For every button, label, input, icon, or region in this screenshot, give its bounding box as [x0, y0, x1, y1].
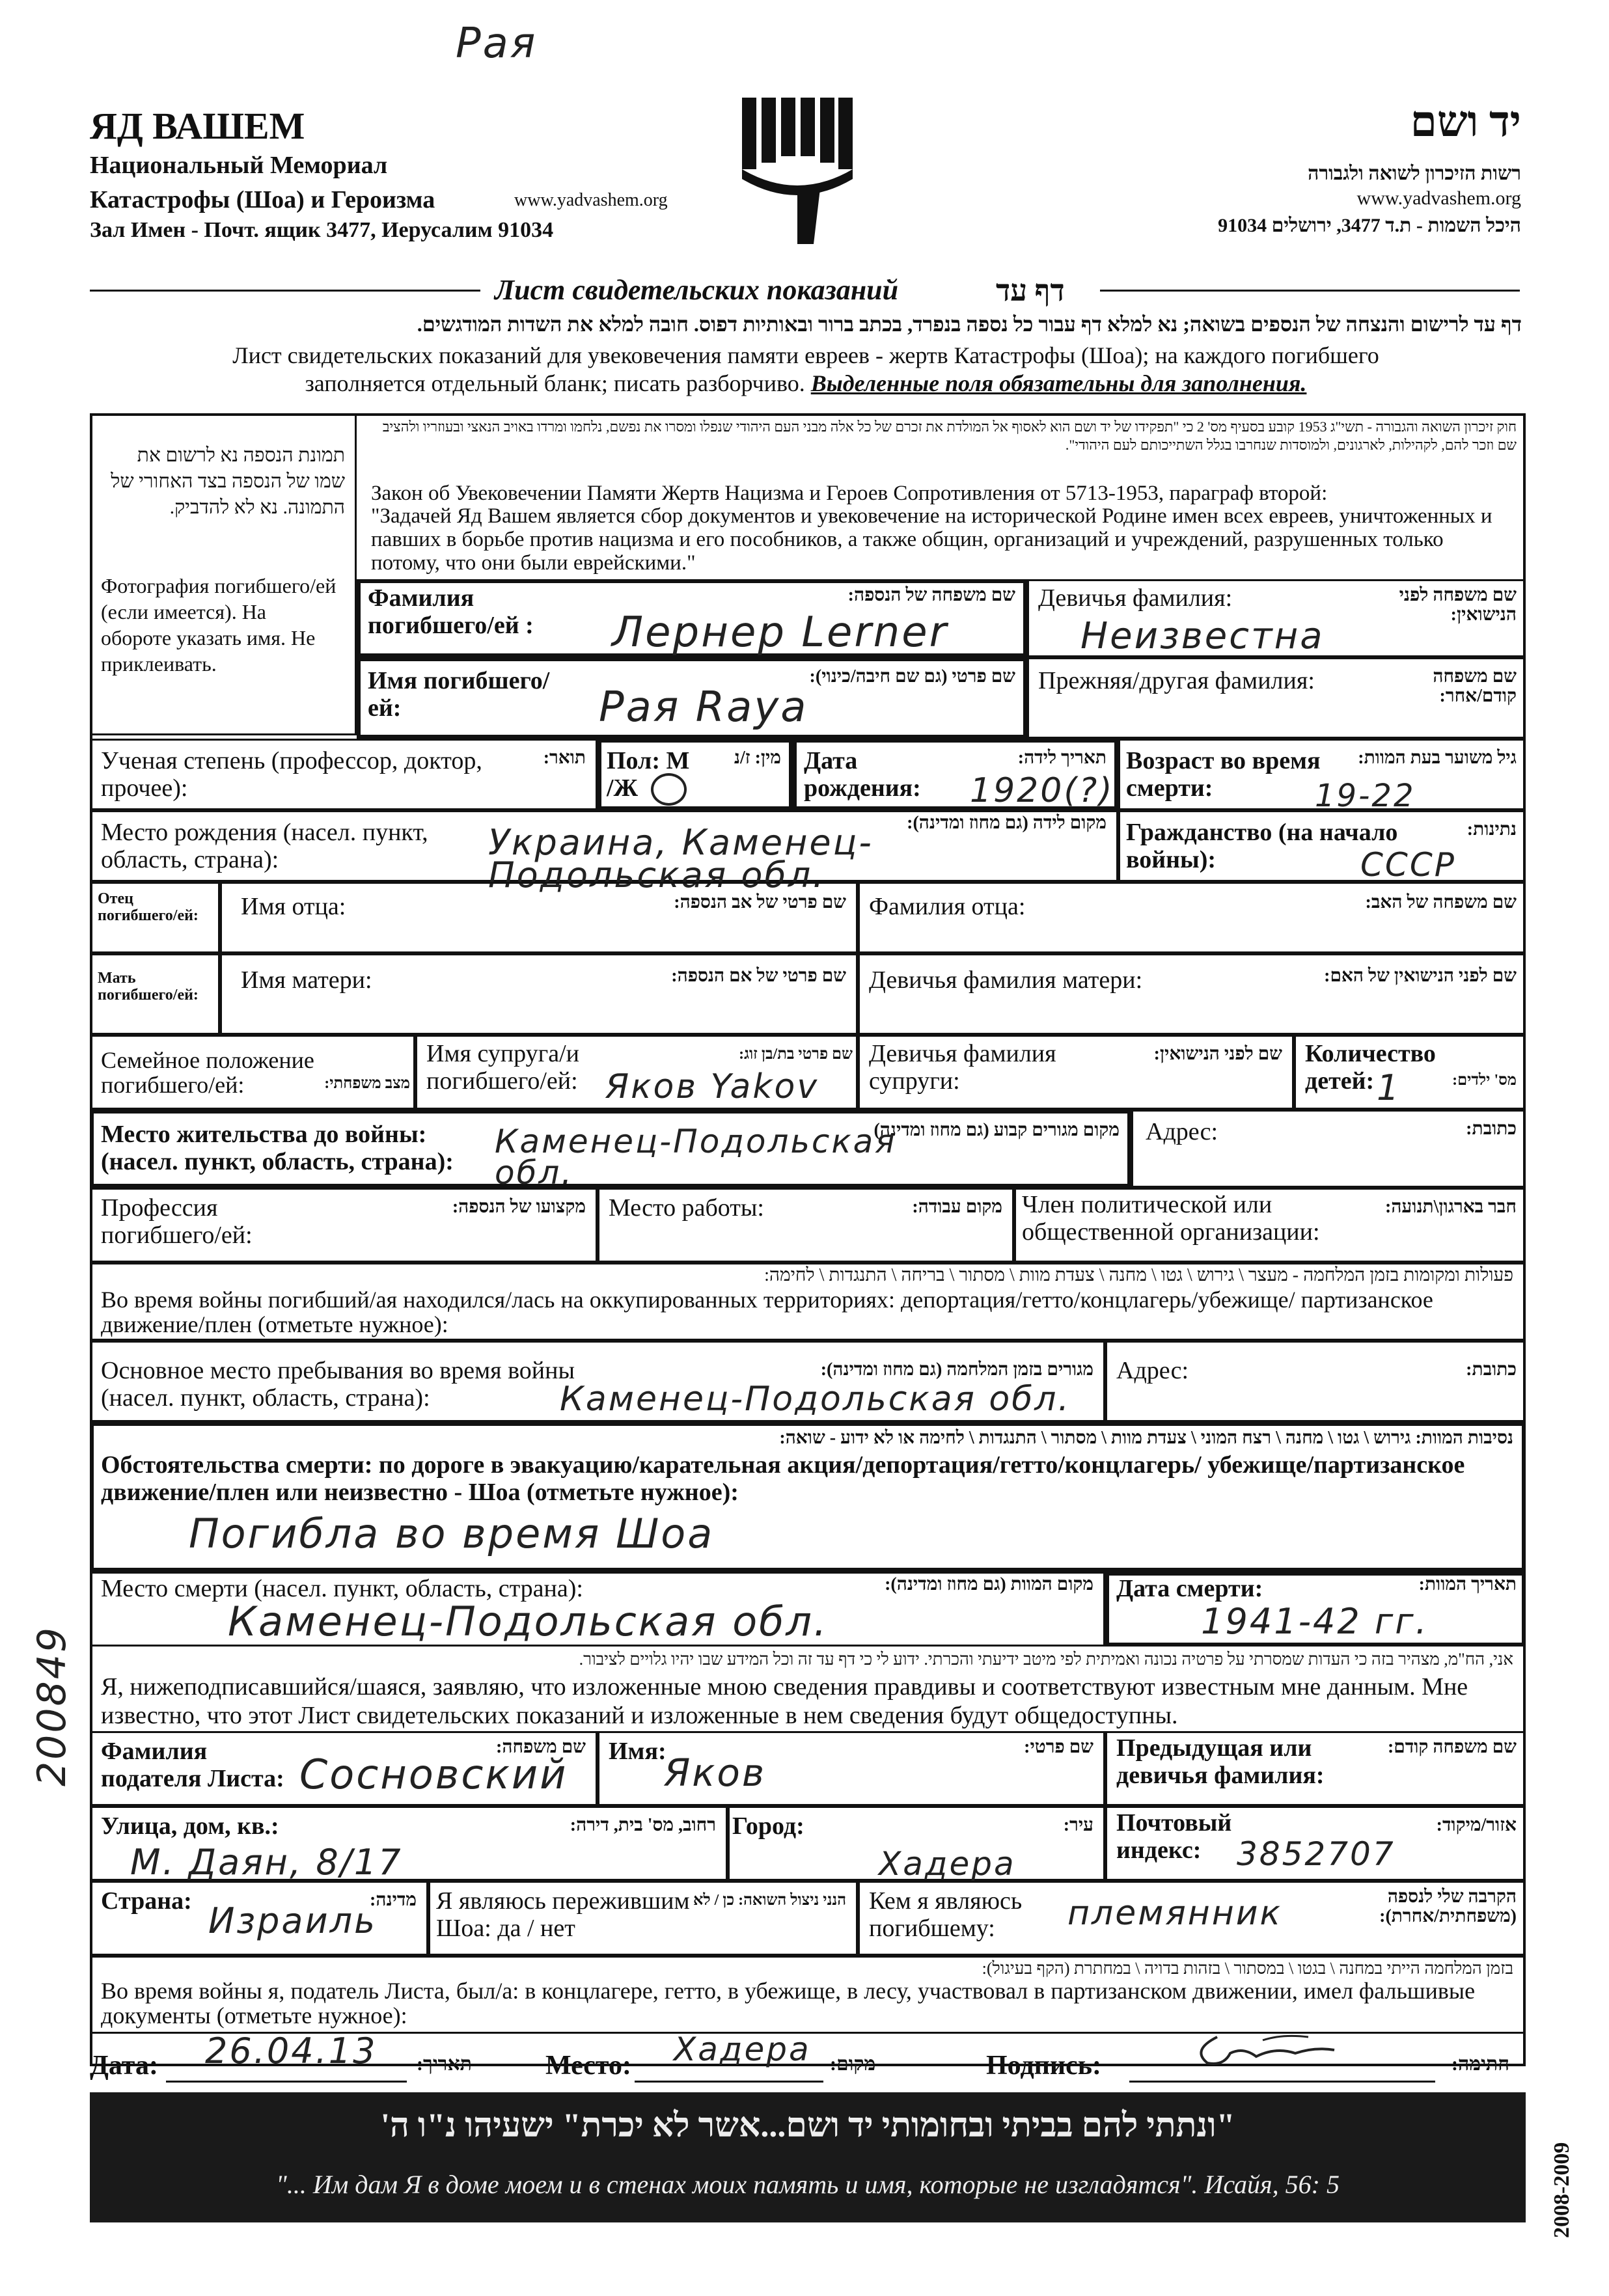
submitter-country-label: Страна:	[101, 1887, 192, 1915]
form-title-ru: Лист свидетельских показаний	[495, 274, 899, 306]
form-title-he: דף עד	[996, 274, 1065, 307]
org-member-label-he: חבר בארגון\תנועה:	[1385, 1197, 1517, 1217]
footer-signature-label-he: חתימה:	[1451, 2053, 1509, 2075]
maiden-label-he: שם משפחה לפני הנישואין:	[1399, 585, 1517, 625]
he-org-line2: רשות הזיכרון לשואה ולגבורה	[1308, 163, 1521, 184]
intro-ru-1: Лист свидетельских показаний для увековечения памяти евреев - жертв Катастрофы (Шоа); на каждого погибшего	[232, 342, 1379, 368]
yad-vashem-logo	[736, 91, 859, 247]
death-circ-value: Погибла во время Шоа	[189, 1510, 715, 1557]
death-circ-ru: Обстоятельства смерти: по дороге в эвакуацию/карательная акция/депортация/гетто/концлагерь/ убежище/партизанское движение/плен или неизвестно - Шоа (отметьте нужное):	[101, 1451, 1465, 1506]
submitter-surname-label: Фамилия подателя Листа:	[101, 1738, 284, 1792]
submitter-postal-label-he: אזור/מיקוד:	[1436, 1815, 1517, 1835]
death-date-label: Дата смерти:	[1116, 1575, 1263, 1602]
submitter-war-he: בזמן המלחמה הייתי במחנה \ בגטו \ במסתור \ בזהות בדויה \ במחתרת (הקף בעיגול):	[982, 1959, 1513, 1978]
citizenship-label-he: נתינות:	[1466, 819, 1517, 840]
footer-date-value: 26.04.13	[205, 2030, 378, 2071]
ru-org-address: Зал Имен - Почт. ящик 3477, Иерусалим 91034	[90, 218, 554, 242]
death-date-value: 1941-42 гг.	[1201, 1601, 1429, 1642]
citizenship-value: СССР	[1360, 846, 1456, 884]
war-place-label: Основное место пребывания во время войны (насел. пункт, область, страна):	[101, 1357, 575, 1412]
spouse-maiden-label-he: שם לפני הנישואין:	[1153, 1044, 1282, 1064]
name-value: Рая Raya	[599, 683, 808, 731]
bottom-banner	[90, 2092, 1526, 2222]
submitter-surname-label-he: שם משפחה:	[496, 1737, 586, 1757]
father-tag-label: Отец погибшего/ей:	[98, 890, 199, 924]
mother-name-label: Имя матери:	[241, 966, 372, 994]
intro-he: דף עד לרישום והנצחה של הנספים בשואה; נא למלא דף עבור כל נספה בנפרד, בכתב ברור ובאותיות דפוס. חובה למלא את השדות המודגשים.	[417, 312, 1522, 336]
residence-label: Место жительства до войны: (насел. пункт, область, страна):	[101, 1121, 454, 1175]
photo-box-he: תמונת הנספה נא לרשום את שמו של הנספה בצד האחורי של התמונה. נא לא להדביק.	[111, 444, 345, 518]
law-ru-title: Закон об Увековечении Памяти Жертв Нацизма и Героев Сопротивления от 5713-1953, параграф второй:	[371, 482, 1328, 505]
declaration-he: אני, הח"מ, מצהיר בזה כי העדות שמסרתי על פרטיה נכונה ואמיתית לפי מיטב ידיעתי והכרתי. ידוע לי כי דף עד זה וכל המידע שבו יהיו גלויים לציבור.	[579, 1650, 1513, 1669]
submitter-surname-value: Сосновский	[299, 1751, 568, 1798]
mother-maiden-label: Девичья фамилия матери:	[869, 966, 1143, 994]
death-date-label-he: תאריך המוות:	[1418, 1574, 1517, 1594]
footer-place-label: Место:	[545, 2051, 631, 2081]
sex-label-he: מין: ז/נ	[734, 748, 781, 768]
father-surname-label: Фамилия отца:	[869, 893, 1026, 920]
footer-place-value: Хадера	[674, 2030, 811, 2068]
submitter-name-label-he: שם פרטי:	[1024, 1737, 1093, 1757]
war-place-value: Каменец-Подольская обл.	[560, 1380, 1071, 1419]
death-place-value: Каменец-Подольская обл.	[228, 1598, 829, 1645]
mother-maiden-label-he: שם לפני הנישואין של האם:	[1324, 966, 1517, 986]
address1-label: Адрес:	[1146, 1118, 1218, 1145]
residence-value: Каменец-Подольская обл.	[495, 1123, 897, 1192]
death-place-label: Место смерти (насел. пункт, область, страна):	[101, 1575, 583, 1602]
submitter-relation-label-he: הקרבה שלי לנספה (משפחתית/אחרת):	[1379, 1887, 1517, 1926]
spouse-name-label-he: שם פרטי בת/בן זוג:	[739, 1046, 853, 1063]
submitter-street-value: М. Даян, 8/17	[130, 1842, 403, 1883]
sex-label: Пол: М /Ж	[607, 747, 690, 802]
age-label-he: גיל משוער בעת המוות:	[1358, 748, 1517, 768]
submitter-country-label-he: מדינה:	[370, 1890, 417, 1910]
org-member-label: Член политической или общественной организации:	[1022, 1191, 1320, 1246]
intro-ru-2-wrap	[90, 370, 1522, 397]
submitter-street-label: Улица, дом, кв.:	[101, 1812, 279, 1840]
submitter-relation-label: Кем я являюсь погибшему:	[869, 1887, 1023, 1942]
ru-org-line3: Катастрофы (Шоа) и Героизма	[90, 186, 435, 213]
ru-org-url: www.yadvashem.org	[514, 190, 668, 210]
other-surname-label: Прежняя/другая фамилия:	[1038, 667, 1315, 694]
surname-value: Лернер Lerner	[612, 608, 948, 657]
address1-label-he: כתובת:	[1466, 1119, 1517, 1139]
corner-note: Рая	[456, 20, 538, 68]
name-label: Имя погибшего/ей:	[368, 667, 550, 722]
footer-signature-label: Подпись:	[986, 2051, 1101, 2081]
title-rule-right	[1100, 290, 1520, 292]
submitter-postal-value: 3852707	[1237, 1835, 1396, 1873]
birthplace-label: Место рождения (насел. пункт, область, страна):	[101, 819, 428, 873]
maiden-label: Девичья фамилия:	[1038, 584, 1233, 612]
mother-name-label-he: שם פרטי של אם הנספה:	[671, 966, 846, 986]
father-name-label-he: שם פרטי של אב הנספה:	[674, 892, 846, 912]
photo-box-ru: Фотография погибшего/ей (если имеется). На обороте указать имя. Не приклеивать.	[101, 574, 337, 676]
law-ru-text: "Задачей Яд Вашем является сбор документов и увековечение на исторической Родине имен всех евреев, уничтоженных и павших в борьбе против нацизма и его пособников, а также общин, организаций и учреждений, разрушенных только потому, что они были еврейскими."	[371, 504, 1492, 575]
spouse-maiden-label: Девичья фамилия супруги:	[869, 1040, 1056, 1095]
submitter-country-value: Израиль	[208, 1900, 377, 1941]
war-activity-ru: Во время войны погибший/ая находился/лась на оккупированных территориях: депортация/гетто/концлагерь/убежище/ партизанское движение/плен (отметьте нужное):	[101, 1287, 1433, 1337]
submitter-street-label-he: רחוב, מס' בית, דירה:	[570, 1815, 716, 1835]
declaration-ru: Я, нижеподписавшийся/шаяся, заявляю, что изложенные мною сведения правдивы и соответствуют известным мне данным. Мне известно, что этот Лист свидетельских показаний и изложенные в нем сведения будут общедоступны.	[101, 1673, 1468, 1729]
submitter-city-value: Хадера	[879, 1845, 1016, 1883]
submitter-city-label: Город:	[732, 1812, 804, 1840]
intro-ru-2-bold: Выделенные поля обязательны для заполнения.	[810, 370, 1307, 396]
submitter-prev-surname-label-he: שם משפחה קודם:	[1387, 1737, 1517, 1757]
other-surname-label-he: שם משפחה קודם/אחר:	[1433, 666, 1517, 706]
spouse-name-value: Яков Yakov	[605, 1067, 819, 1106]
mother-tag-label: Мать погибшего/ей:	[98, 970, 199, 1004]
surname-label: Фамилия погибшего/ей :	[368, 584, 534, 639]
profession-label-he: מקצועו של הנספה:	[452, 1197, 586, 1217]
banner-ru: "... Им дам Я в доме моем и в стенах моих память и имя, которые не изгладятся". Исайя, 56: 5	[276, 2170, 1340, 2199]
footer-date-label: Дата:	[90, 2051, 158, 2081]
spouse-name-label: Имя супруга/и погибшего/ей:	[426, 1040, 580, 1095]
banner-he: "ונתתי להם בביתי ובחומותי יד ושם...אשר לא יכרת" ישעיהו נ"ו ה'	[380, 2107, 1235, 2144]
he-org-address: היכל השמות - ת.ד 3477, ירושלים 91034	[1218, 215, 1521, 236]
submitter-name-label: Имя:	[609, 1738, 667, 1765]
submitter-postal-label: Почтовый индекс:	[1116, 1809, 1232, 1864]
surname-label-he: שם משפחה של הנספה:	[847, 585, 1015, 605]
birthplace-label-he: מקום לידה (גם מחוז ומדינה):	[907, 813, 1107, 833]
children-value: 1	[1377, 1067, 1401, 1108]
dob-label-he: תאריך לידה:	[1017, 748, 1107, 768]
submitter-war-ru: Во время войны я, податель Листа, был/а: в концлагере, гетто, в убежище, в лесу, участвовал в партизанском движении, имел фальшивые документы (отметьте нужное):	[101, 1978, 1476, 2029]
side-years: 2008-2009	[1550, 2142, 1574, 2238]
footer-date-label-he: תאריך:	[417, 2053, 472, 2075]
degree-label-he: תואר:	[543, 748, 586, 768]
death-circ-he: נסיבות המוות: גירוש \ גטו \ מחנה \ רצח המוני \ צעדת מוות \ מסתור \ התנגדות \ לחימה או לא ידוע - שואה:	[779, 1428, 1513, 1448]
ru-org-line2: Национальный Мемориал	[90, 152, 388, 179]
war-activity-he: פעולות ומקומות בזמן המלחמה - מעצר \ גירוש \ גטו \ מחנה \ צעדת מוות \ מסתור \ בריחה \ התנגדות \ לחימה:	[764, 1265, 1513, 1285]
signature-icon	[1185, 2027, 1347, 2073]
family-status-label: Семейное положение погибшего/ей:	[101, 1047, 314, 1098]
age-label: Возраст во время смерти:	[1126, 747, 1321, 802]
children-label: Количество детей:	[1305, 1040, 1436, 1095]
footer-place-label-he: מקום:	[830, 2053, 876, 2075]
law-he: חוק זיכרון השואה והגבורה - תשי"ג 1953 קובע בסעיף מס' 2 כי "תפקידו של יד ושם הוא לאסוף אל המולדת את זכרם של כל אלה מבני העם היהודי שנפלו ומסרו את נפשם, נלחמו ומרדו באויב הנאצי ובעוזריו ולהציב שם וזכר להם, לקהילות, לארגונים, ולמוסדות שנחרבו בגלל השתייכותם לעם היהודי".	[382, 418, 1517, 453]
title-rule-left	[90, 290, 480, 292]
father-name-label: Имя отца:	[241, 893, 346, 920]
submitter-survivor-label: Я являюсь пережившим Шоа: да / нет	[436, 1887, 690, 1942]
death-place-label-he: מקום המוות (גם מחוז ומדינה):	[885, 1574, 1093, 1594]
submitter-name-value: Яков	[664, 1751, 766, 1795]
ru-org-title: ЯД ВАШЕМ	[90, 105, 305, 147]
address2-label-he: כתובת:	[1466, 1360, 1517, 1380]
dob-value: 1920(?)	[970, 771, 1114, 810]
workplace-label-he: מקום עבודה:	[912, 1197, 1002, 1217]
he-org-url: www.yadvashem.org	[1356, 187, 1521, 209]
he-org-title: יד ושם	[1410, 98, 1521, 146]
workplace-label: Место работы:	[609, 1194, 764, 1222]
father-surname-label-he: שם משפחה של האב:	[1365, 892, 1517, 912]
residence-label-he: מקום מגורים קבוע (גם מחוז ומדינה)	[873, 1120, 1120, 1140]
degree-label: Ученая степень (профессор, доктор, прочее):	[101, 747, 482, 802]
war-place-label-he: מגורים בזמן המלחמה (גם מחוז ומדינה):	[820, 1360, 1093, 1380]
footer-signature-scribble	[1185, 2027, 1347, 2073]
side-number: 200849	[29, 1625, 75, 1786]
name-label-he: שם פרטי (גם שם חיבה/כינוי):	[809, 666, 1015, 687]
submitter-prev-surname-label: Предыдущая или девичья фамилия:	[1116, 1734, 1325, 1789]
address2-label: Адрес:	[1116, 1357, 1189, 1384]
profession-label: Профессия погибшего/ей:	[101, 1194, 253, 1249]
maiden-value: Неизвестна	[1080, 615, 1325, 657]
citizenship-label: Гражданство (на начало войны):	[1126, 819, 1398, 873]
age-value: 19-22	[1315, 778, 1416, 814]
family-status-label-he: מצב משפחתי:	[324, 1075, 410, 1092]
children-label-he: מס' ילדים:	[1452, 1072, 1517, 1089]
intro-ru-2: заполняется отдельный бланк; писать разборчиво.	[305, 370, 805, 396]
submitter-survivor-label-he: הנני ניצול השואה: כן / לא	[693, 1892, 846, 1909]
birthplace-value: Украина, Каменец-Подольская обл.	[488, 822, 873, 895]
submitter-city-label-he: עיר:	[1063, 1815, 1093, 1835]
sex-circle-mark	[651, 773, 687, 806]
menorah-logo-icon	[736, 91, 859, 247]
dob-label: Дата рождения:	[804, 747, 921, 802]
submitter-relation-value: племянник	[1067, 1894, 1282, 1933]
